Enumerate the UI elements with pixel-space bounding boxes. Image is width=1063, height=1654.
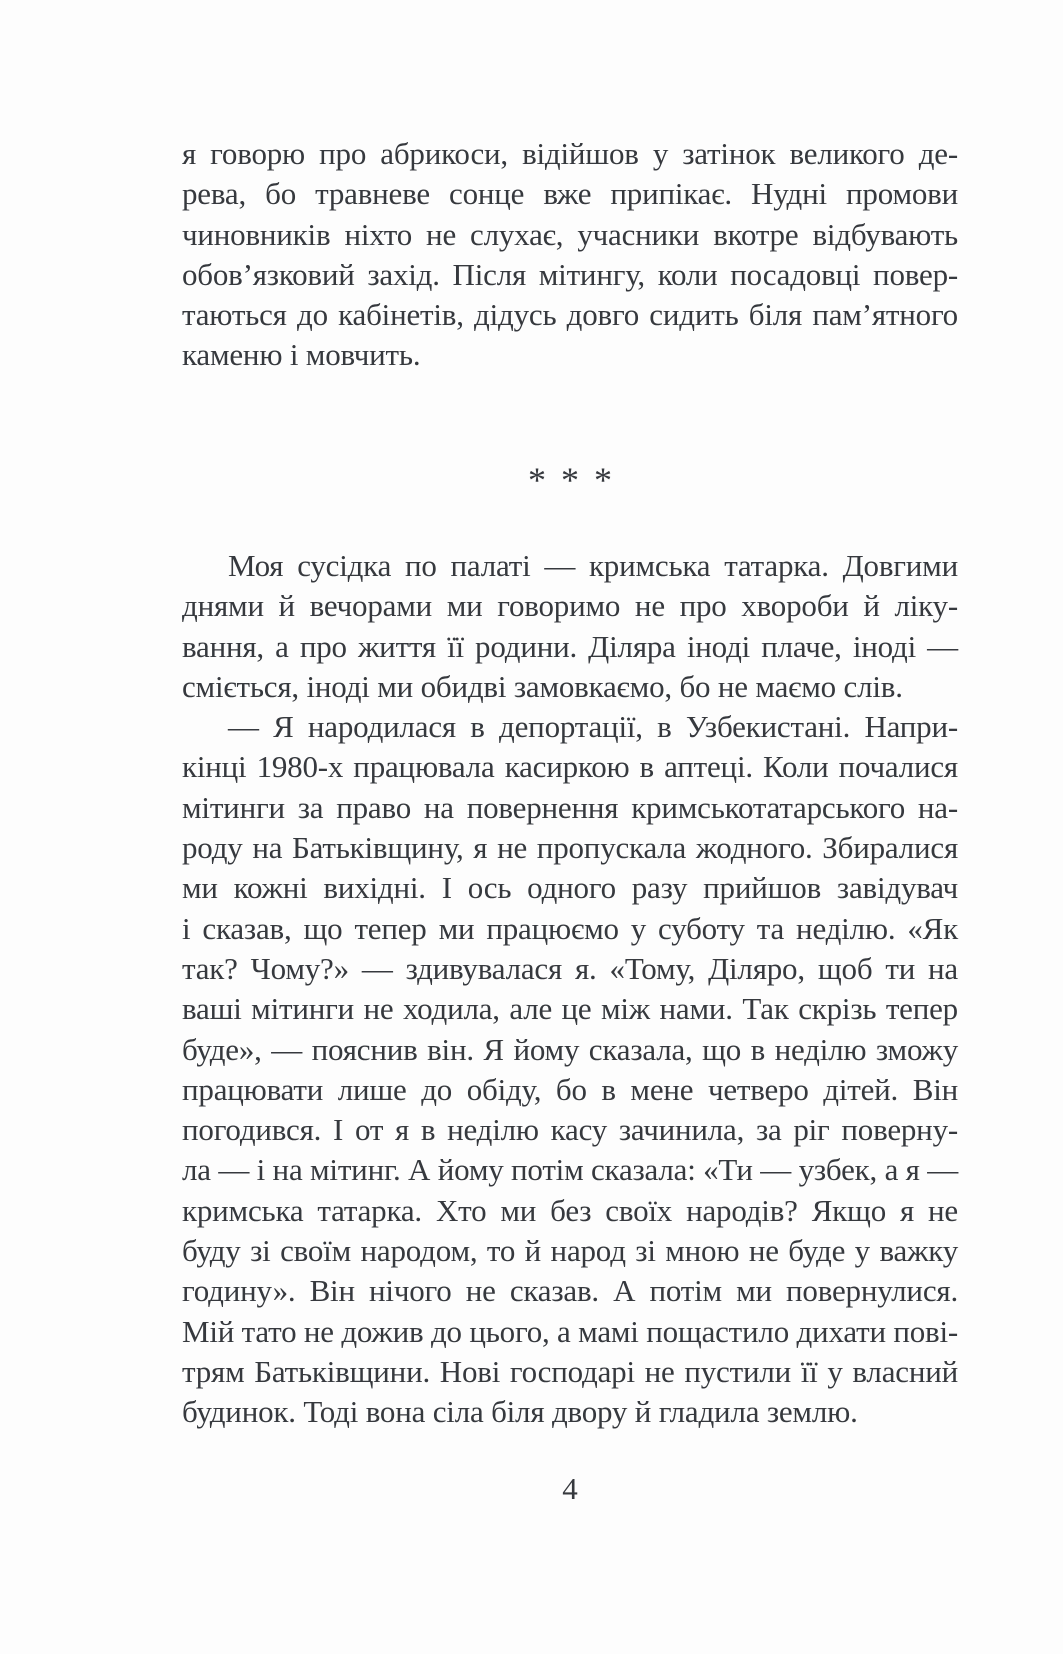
text-line: так? Чому?» — здивувалася я. «Тому, Діляро, щоб ти на bbox=[182, 950, 958, 986]
text-line: роду на Батьківщину, я не пропускала жодного. Збиралися bbox=[182, 830, 958, 866]
text-line: і сказав, що тепер ми працюємо у суботу та неділю. «Як bbox=[182, 910, 958, 946]
text-line: Мій тато не дожив до цього, а мамі пощастило дихати пові- bbox=[182, 1313, 958, 1349]
text-line: чиновників ніхто не слухає, учасники вкотре відбувають bbox=[182, 216, 958, 252]
text-line: рева, бо травневе сонце вже припікає. Нудні промови bbox=[182, 176, 958, 212]
paragraph bbox=[182, 546, 958, 707]
text-line: вання, а про життя її родини. Діляра іноді плаче, іноді — bbox=[182, 628, 958, 664]
text-line: Моя сусідка по палаті — кримська татарка. Довгими bbox=[228, 548, 958, 583]
text-line: ла — і на мітинг. А йому потім сказала: «Ти — узбек, а я — bbox=[182, 1152, 958, 1188]
text-line: ваші мітинги не ходила, але це між нами. Так скрізь тепер bbox=[182, 991, 958, 1027]
text-line: днями й вечорами ми говоримо не про хвороби й ліку- bbox=[182, 588, 958, 624]
text-line: таються до кабінетів, дідусь довго сидить біля пам’ятного bbox=[182, 297, 958, 333]
text-line: працювати лише до обіду, бо в мене четверо дітей. Він bbox=[182, 1071, 958, 1107]
text-line: погодився. І от я в неділю касу зачинила, за ріг поверну- bbox=[182, 1112, 958, 1148]
text-line: кінці 1980-х працювала касиркою в аптеці. Коли почалися bbox=[182, 749, 958, 785]
text-line: кримська татарка. Хто ми без своїх народів? Якщо я не bbox=[182, 1192, 958, 1228]
text-line: буде», — пояснив він. Я йому сказала, що в неділю зможу bbox=[182, 1031, 958, 1067]
asterisk-separator: * * * bbox=[528, 460, 612, 500]
text-line: сміється, іноді ми обидві замовкаємо, бо не маємо слів. bbox=[182, 668, 903, 704]
section-separator bbox=[182, 460, 958, 500]
text-line: годину». Він нічого не сказав. А потім ми повернулися. bbox=[182, 1273, 958, 1309]
text-section-after-separator bbox=[182, 546, 958, 1433]
text-line: я говорю про абрикоси, відійшов у затінок великого де- bbox=[182, 136, 958, 171]
text-line: буду зі своїм народом, то й народ зі мною не буде у важку bbox=[182, 1233, 958, 1269]
page-number-container bbox=[182, 1468, 958, 1509]
text-section-before-separator bbox=[182, 134, 958, 376]
text-line: каменю і мовчить. bbox=[182, 337, 421, 373]
text-line: мітинги за право на повернення кримськотатарського на- bbox=[182, 789, 958, 825]
page-number: 4 bbox=[562, 1471, 578, 1506]
text-line: ми кожні вихідні. І ось одного разу прийшов завідувач bbox=[182, 870, 958, 906]
text-line: — Я народилася в депортації, в Узбекистані. Напри- bbox=[228, 709, 958, 745]
paragraph bbox=[182, 707, 958, 1432]
text-line: трям Батьківщини. Нові господарі не пустили її у власний bbox=[182, 1353, 958, 1389]
text-line: будинок. Тоді вона сіла біля двору й гладила землю. bbox=[182, 1394, 858, 1430]
paragraph bbox=[182, 134, 958, 376]
text-line: обов’язковий захід. Після мітингу, коли посадовці повер- bbox=[182, 256, 958, 292]
